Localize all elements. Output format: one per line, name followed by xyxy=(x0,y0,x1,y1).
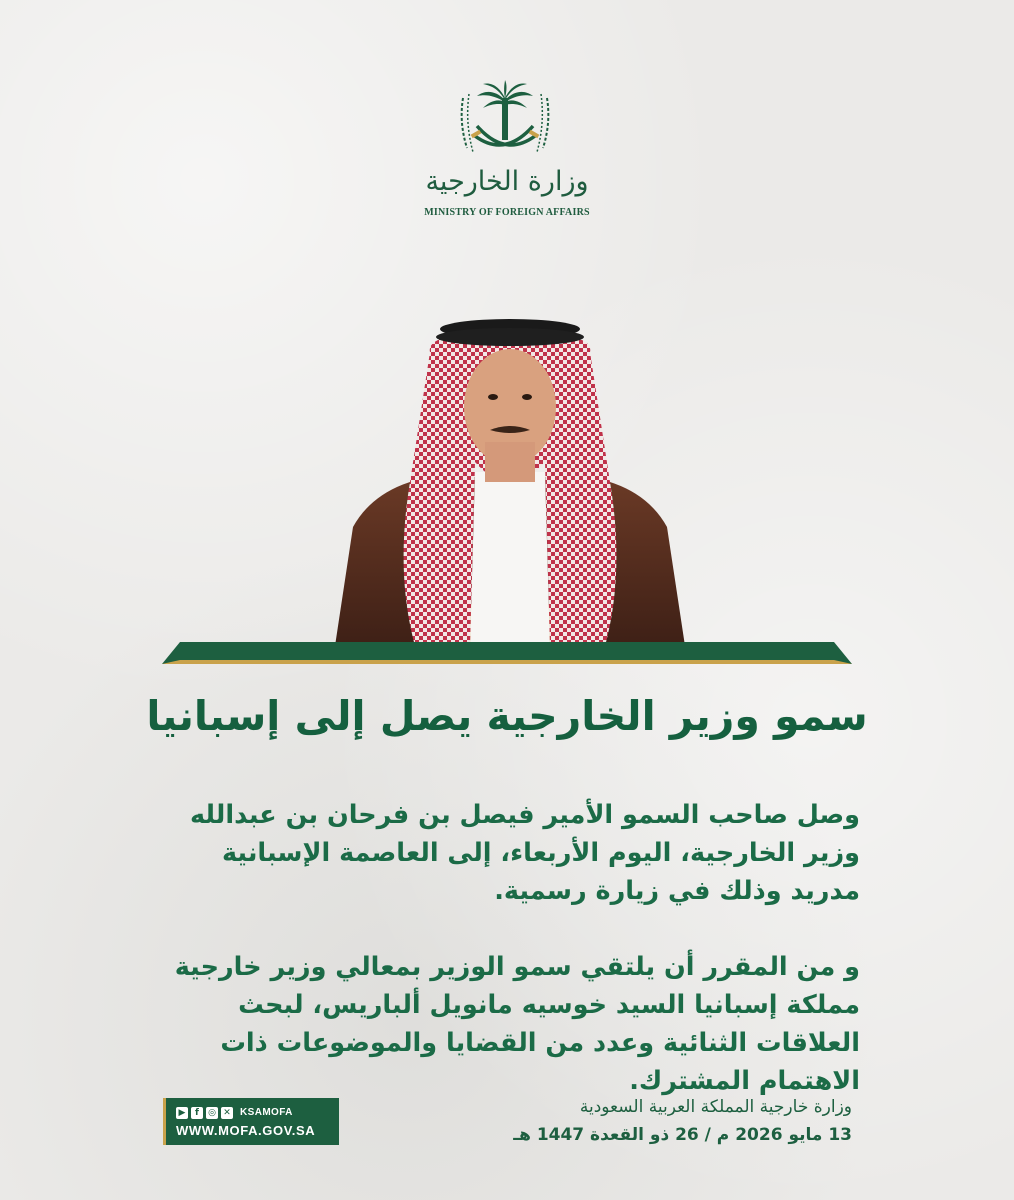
footer-date: 13 مايو 2026 م / 26 ذو القعدة 1447 هـ xyxy=(513,1125,852,1145)
logo-english-name: MINISTRY OF FOREIGN AFFAIRS xyxy=(424,207,590,218)
x-icon[interactable]: ✕ xyxy=(221,1107,233,1119)
news-paragraph-2: و من المقرر أن يلتقي سمو الوزير بمعالي وزير خارجية مملكة إسبانيا السيد خوسيه مانويل ألباريس، لبحث العلاقات الثنائية وعدد من القضايا والموضوعات ذات الاهتمام المشترك. xyxy=(174,952,860,1096)
youtube-icon[interactable]: ▶ xyxy=(176,1107,188,1119)
saudi-emblem-icon xyxy=(455,78,555,168)
minister-portrait xyxy=(335,312,685,646)
social-icons-row xyxy=(176,1106,293,1119)
news-paragraph-1: وصل صاحب السمو الأمير فيصل بن فرحان بن عبدالله وزير الخارجية، اليوم الأربعاء، إلى العاصمة الإسبانية مدريد وذلك في زيارة رسمية. xyxy=(189,800,860,906)
social-media-box xyxy=(163,1098,339,1145)
instagram-icon[interactable]: ◎ xyxy=(206,1107,218,1119)
facebook-icon[interactable]: f xyxy=(191,1107,203,1119)
footer-organization: وزارة خارجية المملكة العربية السعودية xyxy=(579,1097,852,1117)
social-handle[interactable]: KSAMOFA xyxy=(240,1107,293,1118)
news-headline: سمو وزير الخارجية يصل إلى إسبانيا xyxy=(146,692,868,740)
logo-arabic-name: وزارة الخارجية xyxy=(425,166,589,197)
website-link[interactable]: WWW.MOFA.GOV.SA xyxy=(176,1123,316,1138)
section-divider-banner xyxy=(162,640,852,664)
